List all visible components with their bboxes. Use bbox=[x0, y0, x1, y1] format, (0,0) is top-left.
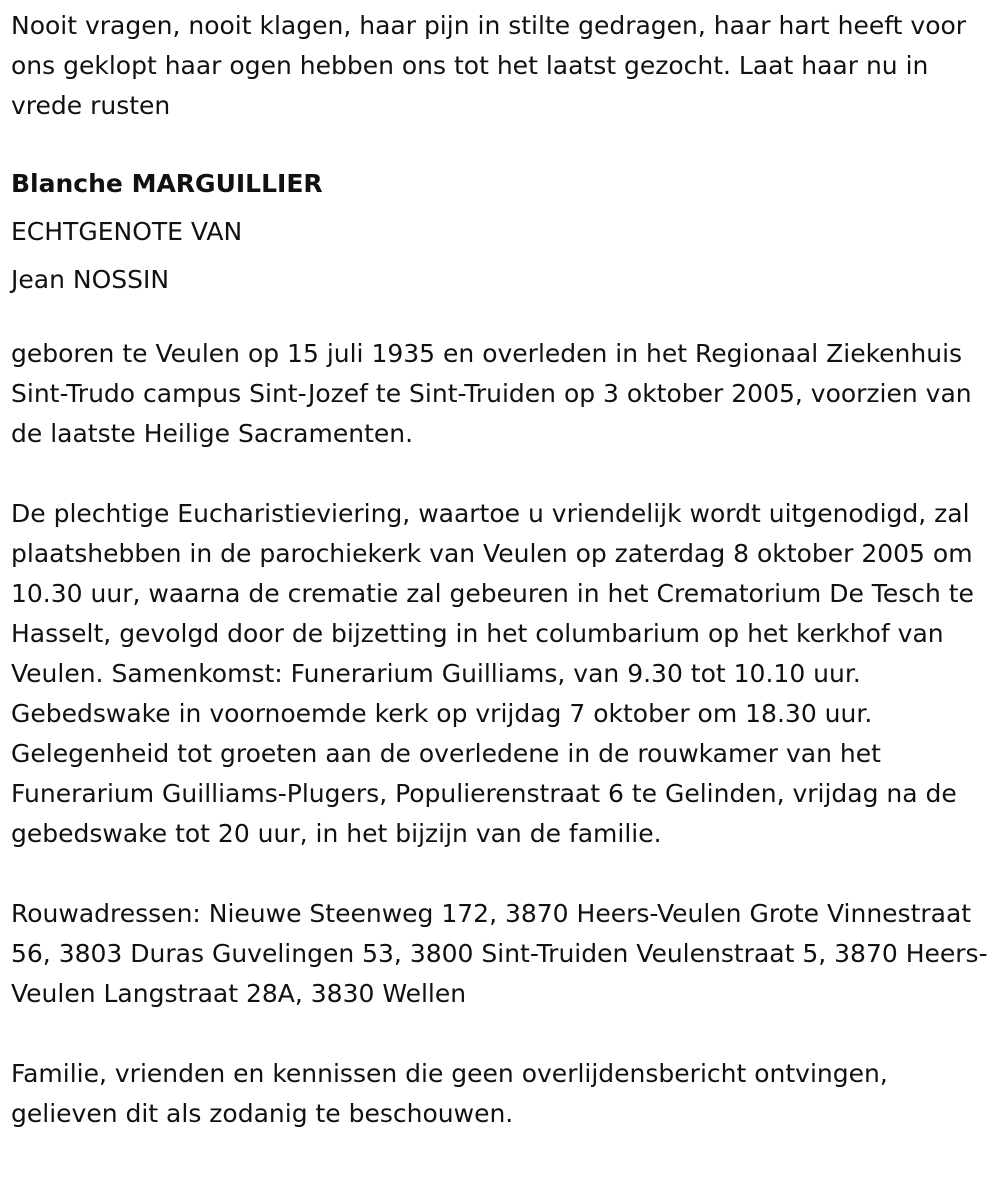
obituary-notice bbox=[11, 6, 993, 1134]
spouse-name: Jean NOSSIN bbox=[11, 265, 170, 294]
spacer bbox=[11, 126, 993, 160]
relation-label: ECHTGENOTE VAN bbox=[11, 217, 243, 246]
addresses-text: Rouwadressen: Nieuwe Steenweg 172, 3870 Heers-Veulen Grote Vinnestraat 56, 3803 Duras Guvelingen 53, 3800 Sint-Truiden Veulenstraat 5, 3870 Heers-Veulen Langstraat 28A, 3830 Wellen bbox=[11, 899, 988, 1008]
ceremony-text: De plechtige Eucharistieviering, waartoe u vriendelijk wordt uitgenodigd, zal plaatshebben in de parochiekerk van Veulen op zaterdag 8 oktober 2005 om 10.30 uur, waarna de crematie zal gebeuren in het Crematorium De Tesch te Hasselt, gevolgd door de bijzetting in het columbarium op het kerkhof van Veulen. Samenkomst: Funerarium Guilliams, van 9.30 tot 10.10 uur. Gebedswake in voornoemde kerk op vrijdag 7 oktober om 18.30 uur. Gelegenheid tot groeten aan de overledene in de rouwkamer van het Funerarium Guilliams-Plugers, Populierenstraat 6 te Gelinden, vrijdag na de gebedswake tot 20 uur, in het bijzijn van de familie. bbox=[11, 499, 974, 848]
spacer bbox=[11, 454, 993, 494]
deceased-name: Blanche MARGUILLIER bbox=[11, 169, 323, 198]
birth-death-text: geboren te Veulen op 15 juli 1935 en overleden in het Regionaal Ziekenhuis Sint-Trudo campus Sint-Jozef te Sint-Truiden op 3 oktober 2005, voorzien van de laatste Heilige Sacramenten. bbox=[11, 339, 972, 448]
poem-text: Nooit vragen, nooit klagen, haar pijn in stilte gedragen, haar hart heeft voor ons geklopt haar ogen hebben ons tot het laatst gezocht. Laat haar nu in vrede rusten bbox=[11, 11, 967, 120]
spacer bbox=[11, 1014, 993, 1054]
closing-text: Familie, vrienden en kennissen die geen overlijdensbericht ontvingen, gelieven dit als zodanig te beschouwen. bbox=[11, 1059, 888, 1128]
spacer bbox=[11, 854, 993, 894]
spacer bbox=[11, 304, 993, 334]
